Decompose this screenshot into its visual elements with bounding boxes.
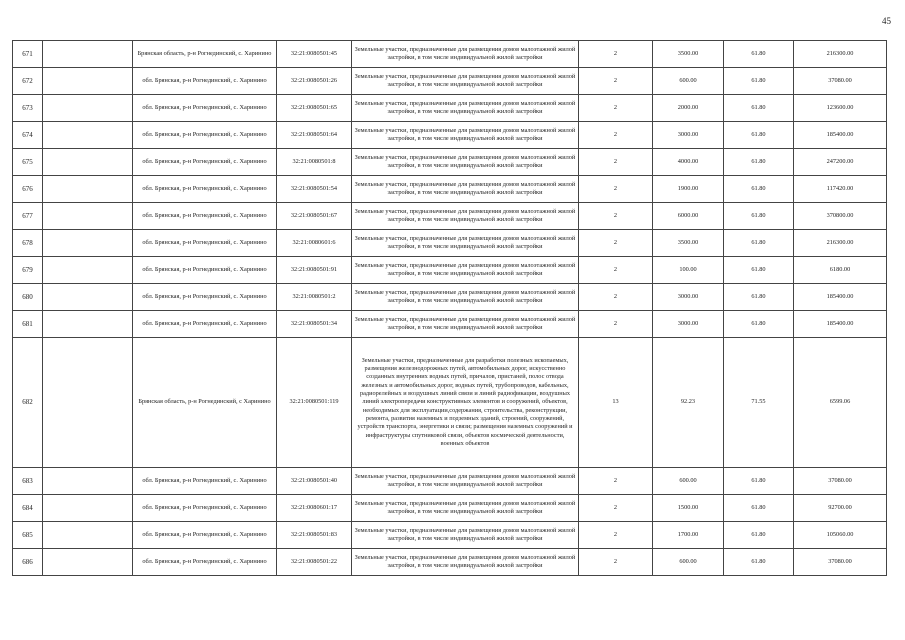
rate-cell: 61.80 xyxy=(724,549,794,576)
value-cell: 185400.00 xyxy=(794,122,887,149)
value-cell: 6599.06 xyxy=(794,338,887,468)
group-cell: 2 xyxy=(579,522,653,549)
table-body xyxy=(13,41,887,576)
area-cell: 1500.00 xyxy=(653,495,724,522)
cadastral-number-cell: 32:21:0080501:91 xyxy=(277,257,352,284)
address-cell: Брянская область, р-н Рогнединский, с Харинино xyxy=(133,338,277,468)
rate-cell: 61.80 xyxy=(724,122,794,149)
table-row xyxy=(13,311,887,338)
area-cell: 6000.00 xyxy=(653,203,724,230)
table-row xyxy=(13,95,887,122)
address-cell: обл. Брянская, р-н Рогнединский, с. Харинино xyxy=(133,311,277,338)
value-cell: 247200.00 xyxy=(794,149,887,176)
cadastral-number-cell: 32:21:0080601:6 xyxy=(277,230,352,257)
table-row xyxy=(13,549,887,576)
land-purpose-cell: Земельные участки, предназначенные для размещения домов малоэтажной жилой застройки, в том числе индивидуальной жилой застройки xyxy=(352,257,579,284)
group-cell: 2 xyxy=(579,284,653,311)
cadastral-number-cell: 32:21:0080501:2 xyxy=(277,284,352,311)
row-number: 680 xyxy=(13,284,43,311)
value-cell: 6180.00 xyxy=(794,257,887,284)
address-cell: обл. Брянская, р-н Рогнединский, с. Харинино xyxy=(133,257,277,284)
blank-cell xyxy=(43,95,133,122)
area-cell: 1700.00 xyxy=(653,522,724,549)
group-cell: 2 xyxy=(579,311,653,338)
area-cell: 3000.00 xyxy=(653,284,724,311)
value-cell: 105060.00 xyxy=(794,522,887,549)
row-number: 678 xyxy=(13,230,43,257)
rate-cell: 61.80 xyxy=(724,495,794,522)
row-number: 674 xyxy=(13,122,43,149)
address-cell: обл. Брянская, р-н Рогнединский, с. Харинино xyxy=(133,284,277,311)
row-number: 681 xyxy=(13,311,43,338)
row-number: 673 xyxy=(13,95,43,122)
land-registry-table xyxy=(12,40,887,576)
cadastral-number-cell: 32:21:0080501:40 xyxy=(277,468,352,495)
land-purpose-cell: Земельные участки, предназначенные для размещения домов малоэтажной жилой застройки, в том числе индивидуальной жилой застройки xyxy=(352,41,579,68)
group-cell: 2 xyxy=(579,468,653,495)
area-cell: 100.00 xyxy=(653,257,724,284)
land-purpose-cell: Земельные участки, предназначенные для размещения домов малоэтажной жилой застройки, в том числе индивидуальной жилой застройки xyxy=(352,203,579,230)
table-row xyxy=(13,122,887,149)
rate-cell: 71.55 xyxy=(724,338,794,468)
cadastral-number-cell: 32:21:0080501:119 xyxy=(277,338,352,468)
row-number: 686 xyxy=(13,549,43,576)
area-cell: 1900.00 xyxy=(653,176,724,203)
area-cell: 600.00 xyxy=(653,68,724,95)
blank-cell xyxy=(43,257,133,284)
group-cell: 2 xyxy=(579,122,653,149)
row-number: 672 xyxy=(13,68,43,95)
group-cell: 2 xyxy=(579,95,653,122)
value-cell: 216300.00 xyxy=(794,41,887,68)
cadastral-number-cell: 32:21:0080501:34 xyxy=(277,311,352,338)
page-number: 45 xyxy=(882,16,891,26)
row-number: 677 xyxy=(13,203,43,230)
blank-cell xyxy=(43,495,133,522)
row-number: 682 xyxy=(13,338,43,468)
area-cell: 3000.00 xyxy=(653,311,724,338)
table-row xyxy=(13,68,887,95)
area-cell: 2000.00 xyxy=(653,95,724,122)
table-row xyxy=(13,41,887,68)
area-cell: 3500.00 xyxy=(653,230,724,257)
area-cell: 4000.00 xyxy=(653,149,724,176)
land-purpose-cell: Земельные участки, предназначенные для размещения домов малоэтажной жилой застройки, в том числе индивидуальной жилой застройки xyxy=(352,176,579,203)
cadastral-number-cell: 32:21:0080501:83 xyxy=(277,522,352,549)
rate-cell: 61.80 xyxy=(724,468,794,495)
table-row xyxy=(13,338,887,468)
address-cell: обл. Брянская, р-н Рогнединский, с. Харинино xyxy=(133,68,277,95)
blank-cell xyxy=(43,122,133,149)
value-cell: 123600.00 xyxy=(794,95,887,122)
table-row xyxy=(13,257,887,284)
rate-cell: 61.80 xyxy=(724,230,794,257)
rate-cell: 61.80 xyxy=(724,95,794,122)
group-cell: 2 xyxy=(579,495,653,522)
group-cell: 2 xyxy=(579,41,653,68)
area-cell: 3000.00 xyxy=(653,122,724,149)
land-purpose-cell: Земельные участки, предназначенные для размещения домов малоэтажной жилой застройки, в том числе индивидуальной жилой застройки xyxy=(352,468,579,495)
group-cell: 2 xyxy=(579,203,653,230)
cadastral-number-cell: 32:21:0080501:54 xyxy=(277,176,352,203)
value-cell: 185400.00 xyxy=(794,311,887,338)
cadastral-number-cell: 32:21:0080501:26 xyxy=(277,68,352,95)
value-cell: 37080.00 xyxy=(794,549,887,576)
land-purpose-cell: Земельные участки, предназначенные для разработки полезных ископаемых, размещения железнодорожных путей, автомобильных дорог, искусственно созданных внутренних водных путей, причалов, пристаней, полос отвода железных и автомобильных дорог, водных путей, трубопроводов, кабельных, радиорелейных и воздушных линий связи и линий радиофикации, воздушных линий электропередачи конструктивных элементов и сооружений, объектов, необходимых для эксплуатации,содержания, строительства, реконструкции, ремонта, развития наземных и подземных зданий, строений, сооружений, устройств транспорта, энергетики и связи; размещения наземных сооружений и инфраструктуры спутниковой связи, объектов космической деятельности, военных объектов xyxy=(352,338,579,468)
address-cell: обл. Брянская, р-н Рогнединский, с. Харинино xyxy=(133,203,277,230)
group-cell: 2 xyxy=(579,257,653,284)
group-cell: 2 xyxy=(579,549,653,576)
value-cell: 370800.00 xyxy=(794,203,887,230)
cadastral-number-cell: 32:21:0080601:17 xyxy=(277,495,352,522)
address-cell: Брянская область, р-н Рогнединский, с. Харинино xyxy=(133,41,277,68)
land-purpose-cell: Земельные участки, предназначенные для размещения домов малоэтажной жилой застройки, в том числе индивидуальной жилой застройки xyxy=(352,522,579,549)
rate-cell: 61.80 xyxy=(724,68,794,95)
land-purpose-cell: Земельные участки, предназначенные для размещения домов малоэтажной жилой застройки, в том числе индивидуальной жилой застройки xyxy=(352,495,579,522)
table-row xyxy=(13,176,887,203)
rate-cell: 61.80 xyxy=(724,41,794,68)
land-purpose-cell: Земельные участки, предназначенные для размещения домов малоэтажной жилой застройки, в том числе индивидуальной жилой застройки xyxy=(352,549,579,576)
value-cell: 92700.00 xyxy=(794,495,887,522)
table-row xyxy=(13,284,887,311)
row-number: 684 xyxy=(13,495,43,522)
blank-cell xyxy=(43,338,133,468)
row-number: 675 xyxy=(13,149,43,176)
address-cell: обл. Брянская, р-н Рогнединский, с. Харинино xyxy=(133,122,277,149)
table-row xyxy=(13,230,887,257)
land-purpose-cell: Земельные участки, предназначенные для размещения домов малоэтажной жилой застройки, в том числе индивидуальной жилой застройки xyxy=(352,122,579,149)
row-number: 671 xyxy=(13,41,43,68)
address-cell: обл. Брянская, р-н Рогнединский, с. Харинино xyxy=(133,549,277,576)
table-row xyxy=(13,149,887,176)
row-number: 683 xyxy=(13,468,43,495)
row-number: 676 xyxy=(13,176,43,203)
cadastral-number-cell: 32:21:0080501:45 xyxy=(277,41,352,68)
rate-cell: 61.80 xyxy=(724,257,794,284)
blank-cell xyxy=(43,149,133,176)
blank-cell xyxy=(43,203,133,230)
blank-cell xyxy=(43,176,133,203)
land-purpose-cell: Земельные участки, предназначенные для размещения домов малоэтажной жилой застройки, в том числе индивидуальной жилой застройки xyxy=(352,95,579,122)
group-cell: 2 xyxy=(579,149,653,176)
land-purpose-cell: Земельные участки, предназначенные для размещения домов малоэтажной жилой застройки, в том числе индивидуальной жилой застройки xyxy=(352,284,579,311)
land-purpose-cell: Земельные участки, предназначенные для размещения домов малоэтажной жилой застройки, в том числе индивидуальной жилой застройки xyxy=(352,149,579,176)
blank-cell xyxy=(43,468,133,495)
cadastral-number-cell: 32:21:0080501:22 xyxy=(277,549,352,576)
land-purpose-cell: Земельные участки, предназначенные для размещения домов малоэтажной жилой застройки, в том числе индивидуальной жилой застройки xyxy=(352,311,579,338)
group-cell: 2 xyxy=(579,68,653,95)
row-number: 685 xyxy=(13,522,43,549)
cadastral-number-cell: 32:21:0080501:64 xyxy=(277,122,352,149)
value-cell: 37080.00 xyxy=(794,468,887,495)
blank-cell xyxy=(43,68,133,95)
rate-cell: 61.80 xyxy=(724,149,794,176)
blank-cell xyxy=(43,522,133,549)
rate-cell: 61.80 xyxy=(724,176,794,203)
table-row xyxy=(13,203,887,230)
group-cell: 13 xyxy=(579,338,653,468)
area-cell: 3500.00 xyxy=(653,41,724,68)
land-purpose-cell: Земельные участки, предназначенные для размещения домов малоэтажной жилой застройки, в том числе индивидуальной жилой застройки xyxy=(352,230,579,257)
group-cell: 2 xyxy=(579,176,653,203)
rate-cell: 61.80 xyxy=(724,311,794,338)
address-cell: обл. Брянская, р-н Рогнединский, с. Харинино xyxy=(133,522,277,549)
address-cell: обл. Брянская, р-н Рогнединский, с. Харинино xyxy=(133,230,277,257)
land-purpose-cell: Земельные участки, предназначенные для размещения домов малоэтажной жилой застройки, в том числе индивидуальной жилой застройки xyxy=(352,68,579,95)
value-cell: 216300.00 xyxy=(794,230,887,257)
blank-cell xyxy=(43,41,133,68)
rate-cell: 61.80 xyxy=(724,522,794,549)
value-cell: 37080.00 xyxy=(794,68,887,95)
address-cell: обл. Брянская, р-н Рогнединский, с. Харинино xyxy=(133,495,277,522)
address-cell: обл. Брянская, р-н Рогнединский, с. Харинино xyxy=(133,95,277,122)
rate-cell: 61.80 xyxy=(724,203,794,230)
row-number: 679 xyxy=(13,257,43,284)
cadastral-number-cell: 32:21:0080501:65 xyxy=(277,95,352,122)
value-cell: 185400.00 xyxy=(794,284,887,311)
area-cell: 600.00 xyxy=(653,549,724,576)
blank-cell xyxy=(43,311,133,338)
area-cell: 92.23 xyxy=(653,338,724,468)
rate-cell: 61.80 xyxy=(724,284,794,311)
cadastral-number-cell: 32:21:0080501:8 xyxy=(277,149,352,176)
group-cell: 2 xyxy=(579,230,653,257)
address-cell: обл. Брянская, р-н Рогнединский, с. Харинино xyxy=(133,149,277,176)
blank-cell xyxy=(43,549,133,576)
table-row xyxy=(13,468,887,495)
blank-cell xyxy=(43,230,133,257)
blank-cell xyxy=(43,284,133,311)
table-row xyxy=(13,495,887,522)
value-cell: 117420.00 xyxy=(794,176,887,203)
cadastral-number-cell: 32:21:0080501:67 xyxy=(277,203,352,230)
area-cell: 600.00 xyxy=(653,468,724,495)
address-cell: обл. Брянская, р-н Рогнединский, с. Харинино xyxy=(133,176,277,203)
address-cell: обл. Брянская, р-н Рогнединский, с. Харинино xyxy=(133,468,277,495)
table-row xyxy=(13,522,887,549)
